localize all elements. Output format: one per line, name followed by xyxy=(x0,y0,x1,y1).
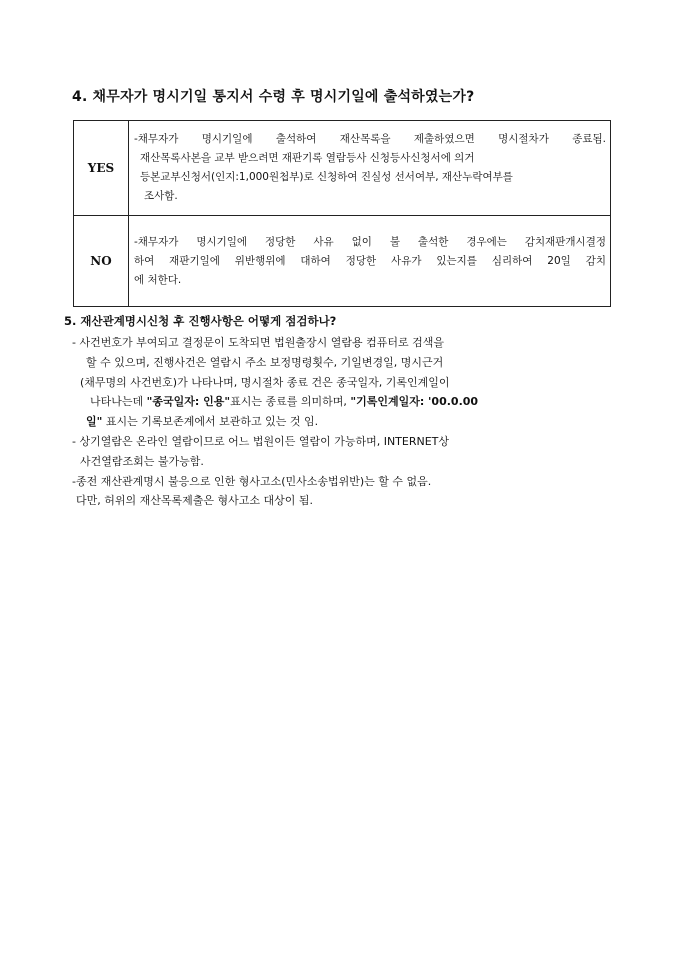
section-5-line-3: (채무명의 사건번호)가 나타나며, 명시절차 종료 건은 종국일자, 기록인계일이 xyxy=(80,375,450,389)
yes-description xyxy=(129,121,611,216)
no-description xyxy=(129,216,611,307)
no-line-2: 하여 재판기일에 위반행위에 대하여 정당한 사유가 있는지를 심리하여 20일 감치 xyxy=(134,254,606,267)
no-line-3: 에 처한다. xyxy=(134,273,182,286)
section-5-line-5 xyxy=(72,412,612,432)
line-5-text: 표시는 기록보존계에서 보관하고 있는 것 임. xyxy=(102,415,319,429)
section-5-title: 5. 재산관계명시신청 후 진행사항은 어떻게 점검하나? xyxy=(64,314,337,328)
yes-no-table xyxy=(73,120,611,307)
section-5-line-4 xyxy=(72,392,612,412)
section-5-line-7: 사건열람조회는 불가능함. xyxy=(80,454,204,468)
yes-line-1: -채무자가 명시기일에 출석하여 재산목록을 제출하였으면 명시절차가 종료됨. xyxy=(134,133,606,145)
line-4-bold-final-date: "종국일자: 인용" xyxy=(146,395,231,409)
line-4-text-a: 나타나는데 xyxy=(90,395,147,409)
table-row-yes xyxy=(74,121,611,216)
section-5-line-2: 할 수 있으며, 진행사건은 열람시 주소 보정명령횟수, 기일변경일, 명시근거 xyxy=(86,355,444,369)
no-label: NO xyxy=(74,216,129,307)
yes-line-2: 재산목록사본을 교부 받으려면 재판기록 열람등사 신청등사신청서에 의거 xyxy=(140,152,475,164)
line-4-text-c: 표시는 종료를 의미하며, xyxy=(230,395,351,409)
table-row-no xyxy=(74,216,611,307)
section-5-line-8: -종전 재산관계명시 불응으로 인한 형사고소(민사소송법위반)는 할 수 없음. xyxy=(72,474,432,488)
line-4-bold-transfer-date: "기록인계일자: '00.0.00 xyxy=(350,395,479,409)
yes-line-4: 조사함. xyxy=(144,190,178,202)
yes-label: YES xyxy=(74,121,129,216)
section-5-line-9: 다만, 허위의 재산목록제출은 형사고소 대상이 됨. xyxy=(76,494,313,508)
section-5-line-6: - 상기열람은 온라인 열람이므로 어느 법원이든 열람이 가능하며, INTERNET상 xyxy=(72,434,450,448)
line-5-bold-day: 일" xyxy=(86,415,103,429)
section-4-title: 4. 채무자가 명시기일 통지서 수령 후 명시기일에 출석하였는가? xyxy=(72,89,475,105)
no-line-1: -채무자가 명시기일에 정당한 사유 없이 불 출석한 경우에는 감치재판개시결정 xyxy=(134,235,606,248)
yes-line-3: 등본교부신청서(인지:1,000원첩부)로 신청하여 진실성 선서여부, 재산누락여부를 xyxy=(140,171,513,183)
section-5-line-1: - 사건번호가 부여되고 결정문이 도착되면 법원출장시 열람용 컴퓨터로 검색을 xyxy=(72,336,444,349)
section-5-body xyxy=(72,333,612,511)
